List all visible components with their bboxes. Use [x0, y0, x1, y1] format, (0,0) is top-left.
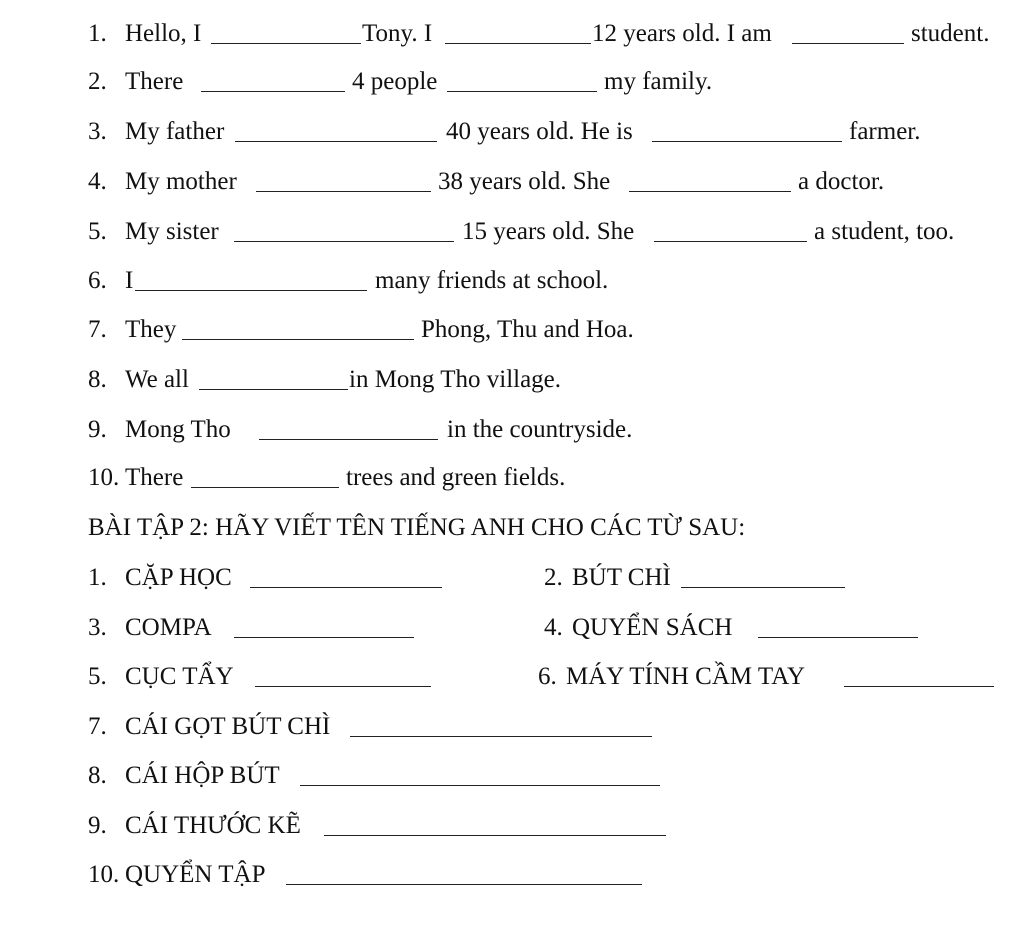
sentence-text: in the countryside.	[447, 416, 633, 443]
item-number: 7.	[88, 713, 107, 740]
answer-blank[interactable]	[250, 587, 442, 588]
item-number: 10.	[88, 464, 120, 491]
answer-blank[interactable]	[182, 339, 414, 340]
sentence-text: My sister	[125, 218, 219, 245]
sentence-text: 4 people	[352, 68, 438, 95]
sentence-text: my family.	[604, 68, 713, 95]
exercise2-heading: BÀI TẬP 2: HÃY VIẾT TÊN TIẾNG ANH CHO CÁC TỪ SAU:	[88, 514, 746, 541]
item-number: 2.	[544, 564, 563, 591]
sentence-text: student.	[911, 20, 990, 47]
sentence-text: There	[125, 464, 184, 491]
item-number: 7.	[88, 316, 107, 343]
answer-blank[interactable]	[792, 43, 904, 44]
sentence-text: 38 years old. She	[438, 168, 611, 195]
answer-blank[interactable]	[324, 835, 666, 836]
sentence-text: My mother	[125, 168, 237, 195]
sentence-text: 40 years old. He is	[446, 118, 633, 145]
answer-blank[interactable]	[211, 43, 361, 44]
sentence-text: Mong Tho	[125, 416, 231, 443]
answer-blank[interactable]	[286, 884, 642, 885]
vocab-label: QUYỂN SÁCH	[572, 614, 733, 641]
item-number: 1.	[88, 20, 107, 47]
item-number: 8.	[88, 762, 107, 789]
sentence-text: 15 years old. She	[462, 218, 635, 245]
answer-blank[interactable]	[234, 241, 454, 242]
answer-blank[interactable]	[255, 686, 431, 687]
item-number: 9.	[88, 416, 107, 443]
answer-blank[interactable]	[844, 686, 994, 687]
sentence-text: There	[125, 68, 184, 95]
vocab-label: QUYỂN TẬP	[125, 861, 266, 888]
item-number: 9.	[88, 812, 107, 839]
sentence-text: They	[125, 316, 177, 343]
vocab-label: CÁI THƯỚC KẼ	[125, 812, 301, 839]
answer-blank[interactable]	[259, 439, 438, 440]
answer-blank[interactable]	[300, 785, 660, 786]
item-number: 5.	[88, 218, 107, 245]
item-number: 3.	[88, 614, 107, 641]
sentence-text: 12 years old. I am	[592, 20, 772, 47]
item-number: 8.	[88, 366, 107, 393]
item-number: 2.	[88, 68, 107, 95]
sentence-text: Hello, I	[125, 20, 202, 47]
answer-blank[interactable]	[191, 487, 339, 488]
answer-blank[interactable]	[445, 43, 591, 44]
vocab-label: CÁI HỘP BÚT	[125, 762, 280, 789]
vocab-label: MÁY TÍNH CẦM TAY	[566, 663, 806, 690]
answer-blank[interactable]	[234, 637, 414, 638]
answer-blank[interactable]	[629, 191, 791, 192]
item-number: 10.	[88, 861, 120, 888]
sentence-text: a student, too.	[814, 218, 955, 245]
answer-blank[interactable]	[256, 191, 431, 192]
answer-blank[interactable]	[654, 241, 807, 242]
item-number: 4.	[88, 168, 107, 195]
item-number: 1.	[88, 564, 107, 591]
vocab-label: CỤC TẨY	[125, 663, 234, 690]
item-number: 4.	[544, 614, 563, 641]
sentence-text: farmer.	[849, 118, 921, 145]
item-number: 6.	[538, 663, 557, 690]
sentence-text: trees and green fields.	[346, 464, 566, 491]
sentence-text: Phong, Thu and Hoa.	[421, 316, 634, 343]
answer-blank[interactable]	[447, 91, 597, 92]
item-number: 5.	[88, 663, 107, 690]
answer-blank[interactable]	[758, 637, 918, 638]
answer-blank[interactable]	[350, 736, 652, 737]
answer-blank[interactable]	[235, 141, 437, 142]
sentence-text: We all	[125, 366, 189, 393]
answer-blank[interactable]	[135, 290, 367, 291]
answer-blank[interactable]	[652, 141, 842, 142]
sentence-text: a doctor.	[798, 168, 885, 195]
answer-blank[interactable]	[199, 389, 348, 390]
sentence-text: Tony. I	[362, 20, 433, 47]
item-number: 3.	[88, 118, 107, 145]
sentence-text: My father	[125, 118, 225, 145]
vocab-label: CÁI GỌT BÚT CHÌ	[125, 713, 331, 740]
answer-blank[interactable]	[201, 91, 345, 92]
sentence-text: many friends at school.	[375, 267, 609, 294]
vocab-label: BÚT CHÌ	[572, 564, 671, 591]
item-number: 6.	[88, 267, 107, 294]
vocab-label: CẶP HỌC	[125, 564, 232, 591]
sentence-text: in Mong Tho village.	[349, 366, 562, 393]
vocab-label: COMPA	[125, 614, 212, 641]
sentence-text: I	[125, 267, 134, 294]
answer-blank[interactable]	[681, 587, 845, 588]
